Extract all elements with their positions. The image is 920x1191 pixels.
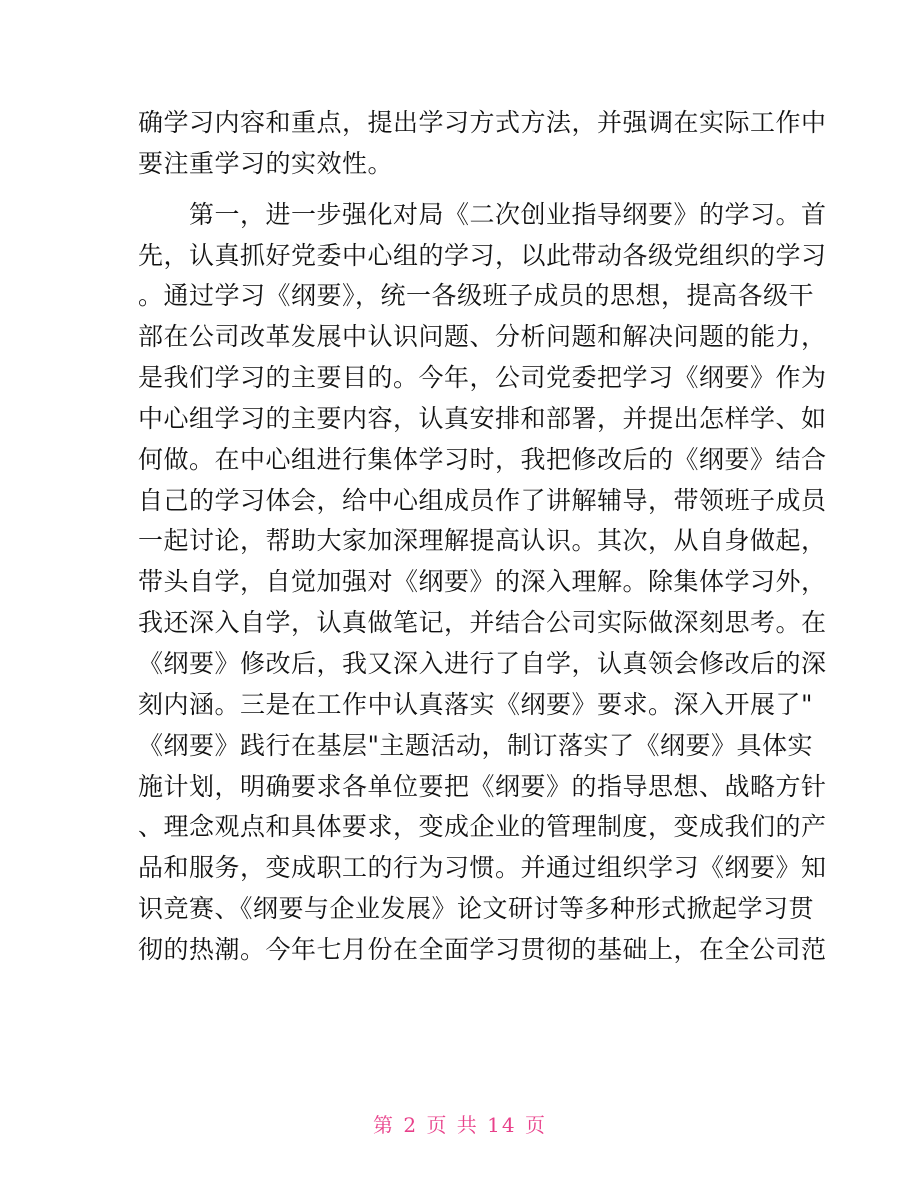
text-line: 部在公司改革发展中认识问题、分析问题和解决问题的能力， bbox=[138, 322, 827, 352]
text-line: 《纲要》修改后，我又深入进行了自学，认真领会修改后的深 bbox=[138, 648, 827, 678]
text-line: 中心组学习的主要内容，认真安排和部署，并提出怎样学、如 bbox=[138, 403, 827, 433]
text-line: 《纲要》践行在基层"主题活动，制订落实了《纲要》具体实 bbox=[138, 730, 814, 760]
text-line: 要注重学习的实效性。 bbox=[138, 148, 394, 178]
text-line: 、理念观点和具体要求，变成企业的管理制度，变成我们的产 bbox=[138, 812, 827, 842]
text-line: 是我们学习的主要目的。今年，公司党委把学习《纲要》作为 bbox=[138, 363, 827, 393]
text-line: 施计划，明确要求各单位要把《纲要》的指导思想、战略方针 bbox=[138, 771, 827, 801]
text-line: 识竞赛、《纲要与企业发展》论文研讨等多种形式掀起学习贯 bbox=[138, 894, 815, 924]
text-line: 我还深入自学，认真做笔记，并结合公司实际做深刻思考。在 bbox=[138, 608, 827, 638]
text-line: 品和服务，变成职工的行为习惯。并通过组织学习《纲要》知 bbox=[138, 853, 827, 883]
text-line: 带头自学，自觉加强对《纲要》的深入理解。除集体学习外， bbox=[138, 567, 827, 597]
text-line: 确学习内容和重点，提出学习方式方法，并强调在实际工作中 bbox=[138, 108, 827, 137]
text-line: 何做。在中心组进行集体学习时，我把修改后的《纲要》结合 bbox=[138, 444, 827, 474]
text-line: 先，认真抓好党委中心组的学习，以此带动各级党组织的学习 bbox=[138, 240, 827, 270]
paragraph-first-line: 第一，进一步强化对局《二次创业指导纲要》的学习。首 bbox=[138, 199, 827, 229]
document-body bbox=[138, 103, 827, 971]
text-line: 。通过学习《纲要》，统一各级班子成员的思想，提高各级干 bbox=[138, 281, 815, 311]
text-line: 刻内涵。三是在工作中认真落实《纲要》要求。深入开展了" bbox=[138, 689, 814, 719]
text-line: 自己的学习体会，给中心组成员作了讲解辅导，带领班子成员 bbox=[138, 485, 827, 515]
page-number-footer: 第 2 页 共 14 页 bbox=[373, 1113, 547, 1137]
text-line: 彻的热潮。今年七月份在全面学习贯彻的基础上，在全公司范 bbox=[138, 934, 827, 964]
text-line: 一起讨论，帮助大家加深理解提高认识。其次，从自身做起， bbox=[138, 526, 827, 556]
